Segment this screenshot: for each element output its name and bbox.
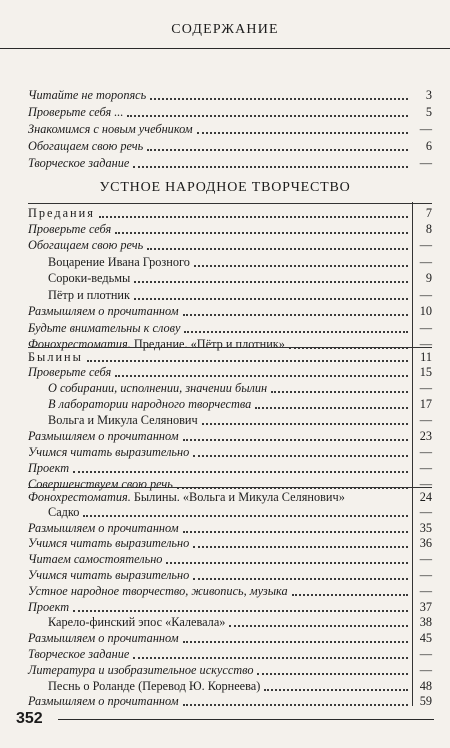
toc-entry: [28, 692, 432, 709]
toc-entry: [28, 613, 432, 630]
toc-entry-page: 9: [425, 271, 432, 285]
toc-entry-label: Фонохрестоматия.: [28, 490, 131, 504]
toc-entry-label: Литература и изобразительное искусство: [28, 662, 254, 677]
dot-leader: [73, 463, 408, 473]
toc-entry-label: Фонохрестоматия.: [28, 337, 131, 351]
toc-entry: [28, 286, 432, 303]
dot-leader: [87, 352, 408, 362]
dot-leader: [115, 367, 408, 377]
toc-entry-label: Проект: [28, 461, 70, 475]
dot-leader: [127, 107, 408, 117]
toc-entry: [28, 459, 432, 476]
toc-entry: [28, 661, 432, 678]
toc-entry-page: 38: [419, 615, 432, 630]
dot-leader: [133, 158, 408, 168]
toc-entry-label: Обогащаем свою речь: [28, 139, 144, 153]
dot-leader: [166, 554, 408, 564]
dot-leader: [229, 617, 408, 627]
toc-entry-page: 10: [419, 304, 432, 318]
toc-entry: [28, 503, 432, 520]
toc-entry: [28, 582, 432, 599]
toc-entry-label: Сороки-ведьмы: [48, 271, 131, 285]
toc-entry: [28, 363, 432, 380]
dot-leader: [134, 290, 408, 300]
toc-entry-page: 45: [419, 631, 432, 646]
toc-entry: [28, 519, 432, 536]
dot-leader: [197, 124, 408, 134]
dot-leader: [183, 431, 408, 441]
dot-leader: [202, 415, 408, 425]
toc-entry-label: Проверьте себя: [28, 365, 112, 379]
toc-entry-page: —: [419, 445, 432, 459]
toc-entry-page: —: [419, 337, 432, 351]
dot-leader: [193, 447, 408, 457]
toc-entry-page: 3: [425, 88, 432, 102]
toc-entry: [28, 154, 432, 171]
toc-entry-page: —: [419, 122, 432, 136]
toc-entry-page: —: [419, 320, 432, 335]
toc-entry: [28, 443, 432, 460]
toc-entry-page: —: [419, 287, 432, 302]
toc-entry-page: —: [419, 568, 432, 582]
toc-entry: [28, 427, 432, 444]
toc-entry-label: Знакомимся с новым учебником: [28, 122, 193, 136]
dot-leader: [193, 570, 408, 580]
toc-entry-page: —: [419, 552, 432, 567]
toc-entry-label: Былины: [28, 350, 83, 364]
dot-leader: [271, 383, 408, 393]
toc-entry-label: Читайте не торопясь: [28, 88, 147, 102]
toc-entry-label: Вольга и Микула Селянович: [48, 413, 198, 427]
toc-entry-page: 17: [419, 397, 432, 411]
toc-entry: [28, 645, 432, 662]
dot-leader: [147, 141, 408, 151]
toc-entry: [28, 629, 432, 646]
toc-entry-label: Проект: [28, 599, 70, 614]
page-title: СОДЕРЖАНИЕ: [171, 22, 279, 37]
toc-entry-label: Творческое задание: [28, 156, 130, 170]
toc-entry-label: О собирании, исполнении, значении былин: [48, 381, 268, 395]
toc-entry-label: Проверьте себя ...: [28, 105, 124, 119]
page-number: 352: [16, 710, 43, 727]
toc-entry-page: 35: [419, 520, 432, 535]
toc-entry-page: —: [419, 238, 432, 252]
dot-leader: [147, 240, 408, 250]
toc-entry-page: 24: [419, 490, 432, 504]
toc-entry-label: Садко: [48, 504, 80, 519]
toc-entry-page: 11: [420, 350, 432, 364]
toc-entry-label: Устное народное творчество, живопись, музыка: [28, 583, 288, 598]
page-header: [0, 0, 450, 49]
dot-leader: [184, 323, 408, 333]
toc-entry-label: Размышляем о прочитанном: [28, 304, 179, 318]
toc-entry-page: —: [419, 413, 432, 427]
toc-entry: [28, 236, 432, 253]
dot-leader: [99, 208, 408, 218]
dot-leader: [349, 494, 408, 502]
dot-leader: [257, 665, 408, 675]
toc-entry-page: 5: [425, 105, 432, 119]
dot-leader: [264, 681, 408, 691]
toc-entry-label: Песнь о Роланде (Перевод Ю. Корнеева): [48, 678, 261, 693]
toc-entry-label: Творческое задание: [28, 647, 130, 661]
footer-rule: [58, 719, 434, 720]
toc-entry: [28, 103, 432, 120]
toc-entry-page: 7: [425, 206, 432, 220]
page-column-divider: [412, 343, 413, 478]
toc-entry-label: В лаборатории народного творчества: [48, 397, 252, 411]
toc-entry: [28, 120, 432, 137]
toc-entry-page: —: [419, 254, 432, 269]
dot-leader: [183, 696, 408, 706]
toc-entry: [28, 395, 432, 412]
toc-entry: [28, 677, 432, 694]
toc-entry-label: Размышляем о прочитанном: [28, 520, 179, 535]
toc-entry-label: Учимся читать выразительно: [28, 445, 190, 459]
toc-entry-page: 48: [419, 678, 432, 693]
toc-entry-page: 23: [419, 429, 432, 443]
toc-entry: [28, 220, 432, 237]
toc-entry-page: —: [419, 504, 432, 519]
toc-entry-page: —: [419, 156, 432, 170]
dot-leader: [133, 649, 408, 659]
toc-entry-label: Размышляем о прочитанном: [28, 694, 179, 709]
toc-entry-label: Читаем самостоятельно: [28, 552, 163, 567]
toc-entry-label: Учимся читать выразительно: [28, 536, 190, 551]
toc-entry-page: —: [419, 647, 432, 661]
dot-leader: [83, 507, 408, 517]
dot-leader: [73, 602, 408, 612]
section-title: УСТНОЕ НАРОДНОЕ ТВОРЧЕСТВО: [99, 180, 351, 195]
toc-entry-page: —: [419, 477, 432, 491]
toc-entry: [28, 86, 432, 103]
toc-entry: [28, 411, 432, 428]
toc-entry: [28, 550, 432, 567]
toc-entry-label: Проверьте себя: [28, 221, 112, 236]
toc-entry: [28, 302, 432, 319]
toc-entry-page: 37: [419, 599, 432, 614]
dot-leader: [194, 257, 408, 267]
page-column-divider: [412, 478, 413, 706]
dot-leader: [183, 306, 408, 316]
toc-entry-label: Предания: [28, 206, 95, 220]
toc-entry-label-detail: Предание. «Пётр и плотник»: [130, 337, 285, 351]
dot-leader: [183, 633, 408, 643]
toc-entry-page: 15: [419, 365, 432, 379]
toc-entry: [28, 253, 432, 270]
page-column-divider: [412, 202, 413, 343]
dot-leader: [255, 399, 408, 409]
toc-entry-label: Карело-финский эпос «Калевала»: [48, 615, 226, 630]
toc-entry: [28, 566, 432, 583]
toc-entry-label: Совершенствуем свою речь: [28, 477, 173, 491]
toc-entry: [28, 598, 432, 615]
toc-entry-page: 8: [425, 221, 432, 236]
dot-leader: [150, 90, 408, 100]
toc-entry-page: —: [419, 381, 432, 395]
toc-entry-label: Обогащаем свою речь: [28, 238, 144, 252]
toc-entry-page: 36: [419, 536, 432, 551]
toc-entry-page: 59: [419, 694, 432, 709]
toc-entry: [28, 534, 432, 551]
toc-entry: [28, 379, 432, 396]
toc-entry: [28, 203, 432, 221]
dot-leader: [134, 273, 408, 283]
toc-entry: [28, 319, 432, 336]
toc-entry-label: Воцарение Ивана Грозного: [48, 254, 190, 269]
toc-entry-page: —: [419, 662, 432, 677]
toc-entry-label: Размышляем о прочитанном: [28, 631, 179, 646]
toc-entry-label: Размышляем о прочитанном: [28, 429, 179, 443]
dot-leader: [183, 523, 408, 533]
toc-entry: [28, 269, 432, 286]
toc-entry-page: —: [419, 461, 432, 475]
toc-entry-page: —: [419, 583, 432, 598]
toc-entry-label: Учимся читать выразительно: [28, 568, 190, 582]
dot-leader: [193, 538, 408, 548]
toc-entry-label-detail: Былины. «Вольга и Микула Селянович»: [130, 490, 345, 504]
toc-entry-label: Пётр и плотник: [48, 287, 130, 302]
toc-entry-page: 6: [425, 139, 432, 153]
toc-entry-label: Будьте внимательны к слову: [28, 320, 181, 335]
dot-leader: [292, 586, 408, 596]
dot-leader: [115, 224, 408, 234]
toc-entry: [28, 137, 432, 154]
